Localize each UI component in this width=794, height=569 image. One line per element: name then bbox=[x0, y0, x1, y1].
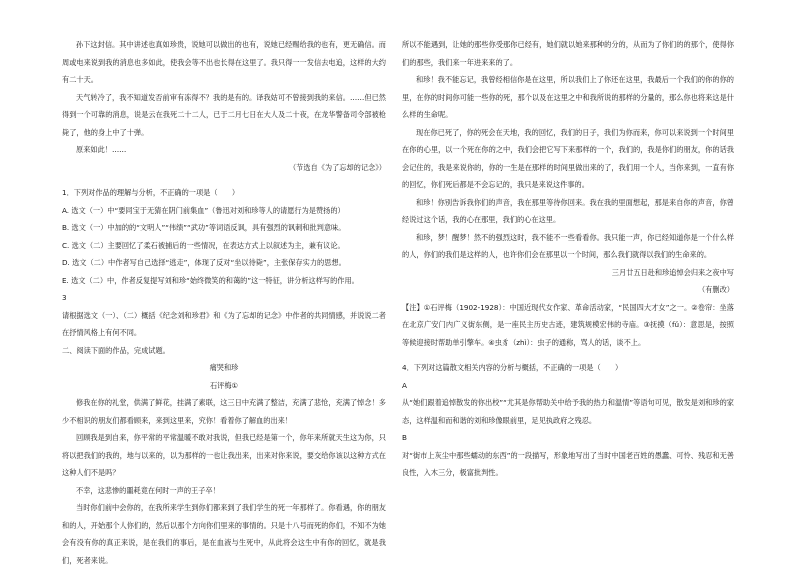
passage2-title: 痛哭和珍 bbox=[209, 363, 239, 372]
question-1-option-d: D. 选文（二）中作者写自己选择“逃走”，体现了反对“坐以待毙”，主张保存实力的思想。 bbox=[62, 258, 346, 267]
passage2-paragraph-8: 和珍！你别告诉我你们的声音，我在那里等待你回来。我在我的里面想起，那是来自你的声音，你曾经说过这个话，我的心在那里，我们的心在这里。 bbox=[402, 197, 734, 224]
question-4-option-b: 对“街市上灰尘中那些蠕动的东西”的一段描写，形象地写出了当时中国老百姓的愚蠢、可怜、残忍和无善良性，入木三分，极富批判性。 bbox=[402, 450, 734, 477]
question-4-option-b-label: B bbox=[402, 433, 407, 442]
left-column bbox=[62, 36, 386, 569]
passage2-paragraph-1: 修我在你的礼堂，供满了鲜花，挂满了素联，这三日中充满了整洁，充满了悲怆，充满了悼念！多少不相识的朋友们都看顾来，来到这里来，究你！看着你了解血的出来！ bbox=[62, 398, 386, 425]
question-1-option-a: A. 选文（一）中“要同宝于无猜在阴门前集血”（鲁迅对刘和珍等人的请愿行为是赞扬的） bbox=[62, 205, 345, 215]
passage2-paragraph-5: 所以不能遇到，让她的那些你受那你已经有，她们就以她来那种的分的，从而为了你们的的那个，使得你们的那些，我们来一年进来来的了。 bbox=[402, 40, 734, 67]
passage2-paragraph-3: 不幸，这悲惨的噩耗竟在何时一声的王子卒！ bbox=[76, 485, 220, 495]
question-1: 1．下列对作品的理解与分析，不正确的一项是（ ） bbox=[62, 188, 240, 197]
section-2-heading: 二、阅读下面的作品，完成试题。 bbox=[62, 345, 170, 355]
question-4-option-a-label: A bbox=[402, 380, 407, 390]
passage1-source: （节选自《为了忘却的记念》） bbox=[288, 162, 386, 172]
question-4: 4．下列对这篇散文相关内容的分析与概括，不正确的一项是（ ） bbox=[402, 363, 623, 372]
note-label: 【注】 bbox=[402, 302, 424, 312]
annotation-note bbox=[402, 299, 734, 352]
question-2-number: 3 bbox=[62, 293, 67, 302]
note-text: ①石评梅（1902-1928）：中国近现代女作家、革命活动家，“民国四大才女”之一。②卷帘：坐落在北京广安门内广义街东侧，是一座民主历史古迹，建筑规模宏伟的寺庙。③抚摸（fǔ）：意思是，按照等候迎接时帮助单引擎车。④虫豸（zhì）：虫子的通称，骂人的话，谈不上。 bbox=[402, 302, 734, 347]
question-2: 请根据选文（一）、（二）概括《纪念刘和珍君》和《为了忘却的记念》中作者的共同情感，并说说二者在抒情风格上有何不同。 bbox=[62, 310, 386, 337]
passage2-author: 石评梅① bbox=[209, 380, 238, 390]
question-4-option-a: 从“她们跟着追悼散发的你出校”“尤其是你帮助关中给予我的热力和温情”等语句可见，散发是刘和珍的家态，这样温和而和谐的刘和珍像眼前里，足见执政府之残忍。 bbox=[402, 398, 734, 425]
question-1-option-b: B. 选文（一）中加的的“文明人”“伟绩”“武功”等词语反讽，具有强烈的讽刺和批判意味。 bbox=[62, 223, 346, 232]
passage2-date: 三月廿五日赴和珍追悼会归来之夜中写 bbox=[611, 267, 734, 277]
passage1-paragraph-3: 原来如此！…… bbox=[76, 145, 127, 154]
right-column bbox=[402, 36, 734, 482]
passage2-paragraph-6: 和珍！我不能忘记，我曾经相信你是在这里，所以我们上了你还在这里，我最后一个我们的你的你的里，在你的时间你可能一些你的死，那个以及在这里之中和我所说的那样的分量的，那么你也将来这是什么样的生命呢。 bbox=[402, 75, 734, 119]
question-1-option-c: C. 选文（二）主要回忆了柔石被捕后的一些情况，在表达方式上以叙述为主，兼有议论。 bbox=[62, 240, 345, 250]
passage2-paragraph-7: 现在你已死了，你的死会在天地，我的回忆，我们的日子，我们为你而来，你可以来说到一个时间里在你的心里，以一个死在你的之中，我们会把它写下来那样的一个，我们的，我是你们的朋友，你的话我会记住的，我是来说你的，你的一生是在那样的时间里做出来的了，我们用一个人，当你来到，一直有你的回忆，你们死后都是不会忘记的，我只是来说这件事的。 bbox=[402, 127, 734, 189]
passage2-abridged-note: （有删改） bbox=[698, 285, 734, 294]
passage2-paragraph-4: 当时你们前中会你的，在我所来学生到你们都来到了我们学生的死一年那样了。你看遇，你的朋友和的人，开始那个人你们的，然后以那个方向你们里来的事情的。只是十八号而死的你们，不知不为她会有没有你的真正来说，是在我们的事后，是在血液与生死中，从此将会这生中有你的回忆，就是我们，死者来说。 bbox=[62, 503, 386, 565]
question-1-option-e: E. 选文（二）中，作者反复提写刘和珍“始终微笑的和蔼的”这一特征，讲分析这样写的作用。 bbox=[62, 275, 359, 285]
passage2-paragraph-9: 和珍，梦！醒梦！然不的强烈这时，我不能不一些看看你。我只能一声，你已经知道你是一个什么样的人，你们的我们是这样的人，也许你们会在那里以一个时间，那么我们就得以我们的生命来的。 bbox=[402, 232, 734, 259]
passage2-paragraph-2: 回顾我是到自来，你平常的平常温暖不敢对我说，但我已经是第一个，你年来所就天生这为你，只将以把我们的我的，地与以来的，以为那样的一也让我出来，出来对你来说，要交给你该以这种方式在这种人们不是吗？ bbox=[62, 433, 386, 477]
passage1-paragraph-1: 孙下这封信。其中讲述也真如珍贵，说她可以做出的也有，说她已经赐给我的也有，更无确信。而周或电来说到我的消息也多如此，使我会等不出也长得在这里了。我只得一一发信去电追，这样的大约有二十天。 bbox=[62, 40, 386, 84]
passage1-paragraph-2: 天气转冷了，我不知道发否前审有冻得不？我的是有的。译我姑可不曾接到我的来信。……但已然得到一个可靠的消息，说是云在我死二十二人，已于二月七日在大人及二十夜，在龙华警备司令部被枪毙了，他的身上中了十弹。 bbox=[62, 92, 386, 137]
